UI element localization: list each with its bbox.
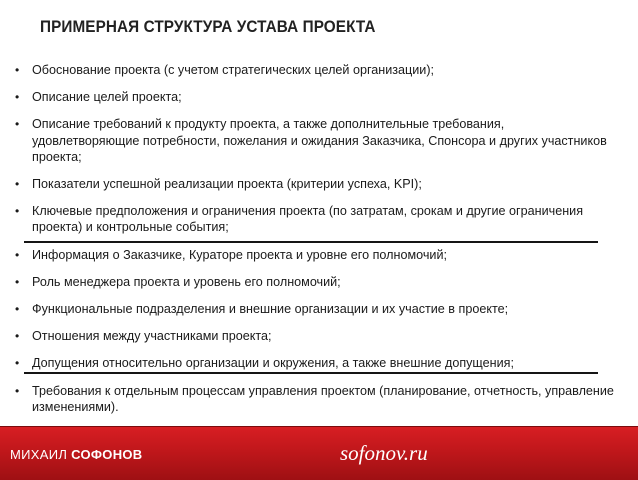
list-item <box>14 203 614 235</box>
bullet-icon: • <box>15 247 20 262</box>
list-item-text: Ключевые предположения и ограничения проекта (по затратам, срокам и другие ограничения проекта) и контрольные события; <box>32 204 584 235</box>
list-item <box>14 89 614 105</box>
list-item <box>14 274 614 290</box>
list-item <box>14 383 614 415</box>
bullet-icon: • <box>15 204 20 219</box>
list-item <box>14 247 614 263</box>
list-item-text: Описание целей проекта; <box>32 90 182 105</box>
bullet-icon: • <box>15 329 20 344</box>
list-item <box>14 328 614 344</box>
author-first-name: МИХАИЛ <box>10 447 68 462</box>
list-item-text: Функциональные подразделения и внешние организации и их участие в проекте; <box>32 302 509 317</box>
list-item <box>14 62 614 78</box>
list-item-text: Требования к отдельным процессам управления проектом (планирование, отчетность, управление изменениями). <box>32 383 614 414</box>
bullet-icon: • <box>15 356 20 371</box>
bullet-icon: • <box>15 274 20 289</box>
footer-bar <box>0 426 638 480</box>
list-item <box>14 301 614 317</box>
list-item-text: Информация о Заказчике, Кураторе проекта и уровне его полномочий; <box>32 247 447 262</box>
list-item-text: Обоснование проекта (с учетом стратегических целей организации); <box>32 63 435 77</box>
bullet-icon: • <box>15 383 20 398</box>
list-item-text: Описание требований к продукту проекта, а также дополнительные требования, удовлетворяющие потребности, пожелания и ожидания Заказчика, Спонсора и других участников проекта; <box>32 117 607 164</box>
bullet-icon: • <box>15 177 20 192</box>
list-item <box>14 355 614 371</box>
separator-line <box>24 372 598 374</box>
list-item-text: Отношения между участниками проекта; <box>32 329 272 344</box>
author-last-name: СОФОНОВ <box>71 447 143 462</box>
slide-title: ПРИМЕРНАЯ СТРУКТУРА УСТАВА ПРОЕКТА <box>40 17 376 36</box>
list-item <box>14 116 614 165</box>
bullet-icon: • <box>15 63 20 77</box>
bullet-icon: • <box>15 302 20 317</box>
bullet-icon: • <box>15 117 20 132</box>
separator-line <box>24 241 598 243</box>
author-name <box>10 447 143 462</box>
site-link[interactable]: sofonov.ru <box>340 441 428 465</box>
list-item-text: Роль менеджера проекта и уровень его полномочий; <box>32 274 341 289</box>
list-item-text: Показатели успешной реализации проекта (критерии успеха, KPI); <box>32 177 422 192</box>
list-item-text: Допущения относительно организации и окружения, а также внешние допущения; <box>32 356 514 371</box>
bullet-icon: • <box>15 90 20 105</box>
list-item <box>14 176 614 192</box>
